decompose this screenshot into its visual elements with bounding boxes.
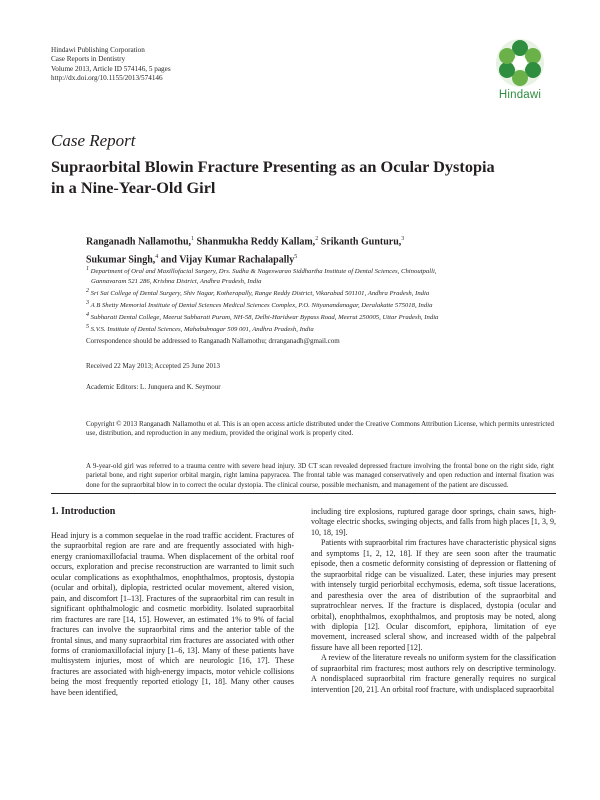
affiliation-item: $^5$ S.V.S. Institute of Dental Sciences, Mahabubnagar 509 001, Andhra Pradesh, India [86,324,314,334]
volume-line: Volume 2013, Article ID 574146, 5 pages [51,64,171,73]
left-column [51,531,294,698]
hindawi-logo [488,38,552,106]
academic-editors: Academic Editors: L. Junquera and K. Seymour [86,383,221,391]
publisher-line: Hindawi Publishing Corporation [51,46,145,54]
author-name: Ranganadh Nallamothu, [86,236,192,248]
author-affiliation-mark: 1 [191,236,195,242]
author-name: and Vijay Kumar Rachalapally [160,254,295,266]
section-divider [51,493,556,494]
author-list [86,232,526,268]
author-name: Sukumar Singh, [86,254,156,266]
body-paragraph: Patients with supraorbital rim fractures have characteristic physical signs and symptoms [1, 2, 12, 18]. If they are seen soon after the traumatic episode, then a cosmetic deformity consisting of depression or flattening of the supraorbital ridge can be visualized. Later, these injuries may present with intensely turgid periorbital ecchymosis, edema, soft tissue lacerations, and paresthesia over the area of distribution of the supraorbital and supratrochlear nerves. If the fracture is displaced, dystopia (ocular and orbital), enophthalmos, exophthalmos, and proptosis may be noted, along with diplopia [12]. Ocular discomfort, epiphora, limitation of eye movement, increased scleral show, and increased width of the palpebral fissure have all been reported [12]. [311,538,556,652]
author-affiliation-mark: 5 [294,253,298,260]
body-paragraph: Head injury is a common sequelae in the road traffic accident. Fractures of the supraorbital region are rare and are frequently associated with high-energy craniomaxillofacial trauma. When displacement of the orbital roof occurs, exploration and precise reconstruction are warranted to limit such ocular complications as exophthalmos, enophthalmos, proptosis, dystopia (ocular and orbital), diplopia, restricted ocular movement, altered vision, pain, and discomfort [1–13]. Fractures of the supraorbital rim can result in significant ophthalmologic and cosmetic morbidity. Isolated supraorbital rim fractures are rare [14, 15]. However, an estimated 1% to 9% of facial fractures can involve the supraorbital rims and the anterior table of the frontal sinus, and many supraorbital rim fractures are associated with other forms of craniomaxillofacial injury [1–6, 13]. Many of these patients have multisystem injuries, most of which are neurologic [16, 17]. These fractures are associated with high-energy impacts, motor vehicle collisions being the most frequently reported etiology [1, 18]. Many other causes have been identified, [51,531,294,697]
affiliation-item: $^2$ Sri Sai College of Dental Surgery, Shiv Nagar, Kotherapally, Range Reddy District, Vikarabad 501101, Andhra Pradesh, India [86,287,430,298]
author-name: Shanmukha Reddy Kallam, [196,236,316,248]
article-type: Case Report [51,131,136,150]
journal-header [51,46,171,84]
author-name: Srikanth Gunturu, [320,236,402,248]
body-paragraph: A review of the literature reveals no uniform system for the classification of supraorbital rim fractures; most authors rely on descriptive terminology. A nondisplaced supraorbital rim fracture generally requires no surgical intervention [20, 21]. An orbital roof fracture, with undisplaced supraorbital [311,653,556,694]
article-title: Supraorbital Blowin Fracture Presenting as an Ocular Dystopia in a Nine-Year-Old Girl [51,157,495,197]
affiliation-item: $^3$ A B Shetty Memorial Institute of Dental Sciences Medical Sciences Complex, P.O. Nityanandanagar, Deralakatte 575018, India [86,300,433,310]
copyright-notice: Copyright © 2013 Ranganadh Nallamothu et al. This is an open access article distributed under the Creative Commons Attribution License, which permits unrestricted use, distribution, and reproduction in any medium, provided the original work is properly cited. [86,420,554,438]
journal-name: Case Reports in Dentistry [51,55,126,64]
author-affiliation-mark: 2 [315,236,319,242]
right-column [311,507,556,695]
author-affiliation-mark: 4 [155,253,159,260]
abstract-text: A 9-year-old girl was referred to a trauma centre with severe head injury. 3D CT scan revealed depressed fracture involving the frontal bone on the right side, right parietal bone, and right superior orbital margin, right lamina papyracea. The frontal table was managed conservatively and open reduction and internal fixation was done for the supraorbital blow in to correct the ocular dystopia. The clinical course, possible mechanism, and management of the patient are discussed. [86,462,554,489]
logo-wordmark: Hindawi [498,89,542,101]
affiliation-list [86,265,556,336]
affiliation-item: $^1$ Department of Oral and Maxillofacial Surgery, Drs. Sudha & Nageswarao Siddhartha Institute of Dental Sciences, Chinoutpalli, Gannavaram 521 286, Krishna District, Andhra Pradesh, India [86,266,437,285]
doi-link[interactable]: http://dx.doi.org/10.1155/2013/574146 [51,74,163,83]
hindawi-logo-icon [495,38,545,88]
author-affiliation-mark: 3 [401,236,405,242]
received-dates: Received 22 May 2013; Accepted 25 June 2013 [86,362,220,370]
body-paragraph: including tire explosions, ruptured garage door springs, chain saws, high-voltage electric shocks, swinging objects, and falls from high places [1, 3, 9, 10, 18, 19]. [311,507,556,537]
section-heading: 1. Introduction [51,506,116,517]
correspondence-line: Correspondence should be addressed to Ranganadh Nallamothu; drranganadh@gmail.com [86,337,340,345]
affiliation-item: $^4$ Subharati Dental College, Meerut Subharati Puram, NH-58, Delhi-Haridwar Bypass Road, Meerut 250005, Uttar Pradesh, India [86,312,439,322]
